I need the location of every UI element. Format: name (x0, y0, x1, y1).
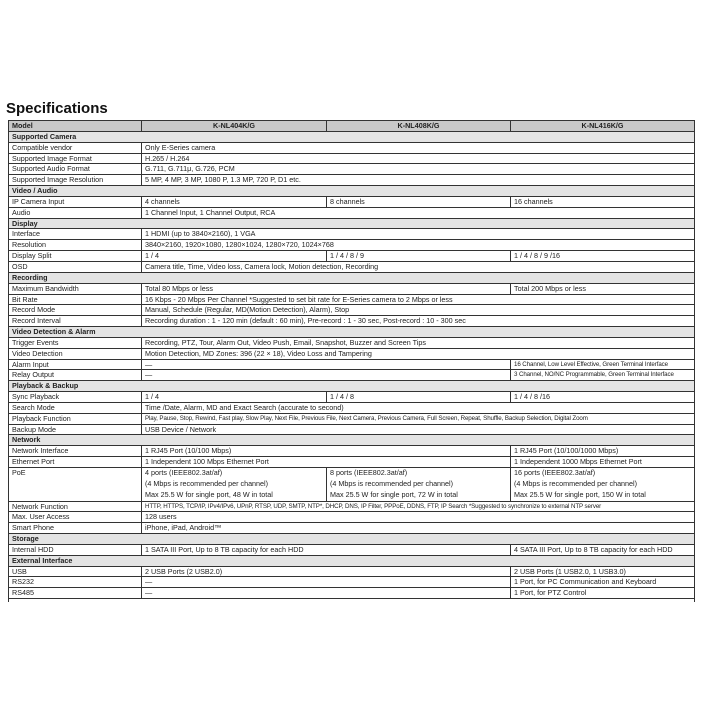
spec-value: 8 channels (327, 196, 511, 207)
section-row (9, 186, 695, 197)
spec-value: 1 / 4 / 8 (327, 392, 511, 403)
table-row (9, 413, 695, 424)
section-row (9, 131, 695, 142)
model-label-header: Model (9, 121, 142, 132)
spec-value: HTTP, HTTPS, TCP/IP, IPv4/IPv6, UPnP, RTSP, UDP, SMTP, NTP*, DHCP, DNS, IP Filter, PPPoE, DDNS, FTP, IP Search *Suggested to synchronize to external NTP server (142, 501, 695, 512)
spec-value-line: Max 25.5 W for single port, 72 W in total (330, 489, 458, 499)
table-row (9, 207, 695, 218)
spec-label: USB (9, 566, 142, 577)
spec-value: 1 Port, for PTZ Control (511, 588, 695, 599)
table-row (9, 251, 695, 262)
table-row (9, 512, 695, 523)
spec-value: Recording, PTZ, Tour, Alarm Out, Video Push, Email, Snapshot, Buzzer and Screen Tips (142, 337, 695, 348)
spec-label: Internal HDD (9, 544, 142, 555)
specifications-table (8, 120, 695, 602)
spec-value: — (142, 359, 511, 370)
spec-value: 1 / 4 / 8 / 9 /16 (511, 251, 695, 262)
spec-value: 16 Kbps - 20 Mbps Per Channel *Suggested to set bit rate for E-Series camera to 2 Mbps or less (142, 294, 695, 305)
spec-label: Bit Rate (9, 294, 142, 305)
spec-value-line: 4 ports (IEEE802.3at/af) (145, 468, 223, 477)
spec-label: RS232 (9, 577, 142, 588)
spec-value: 1 Port, for PC Communication and Keyboard (511, 577, 695, 588)
section-heading: Storage (9, 534, 695, 545)
spec-label: Smart Phone (9, 523, 142, 534)
spec-value: 1 / 4 (142, 251, 327, 262)
spec-value: Recording duration : 1 - 120 min (default : 60 min), Pre-record : 1 - 30 sec, Post-record : 10 - 300 sec (142, 316, 695, 327)
spec-label: Trigger Events (9, 337, 142, 348)
section-row (9, 435, 695, 446)
spec-label: Maximum Bandwidth (9, 283, 142, 294)
spec-label: Supported Audio Format (9, 164, 142, 175)
table-end-cell (9, 599, 695, 603)
spec-value: 1 RJ45 Port (10/100 Mbps) (142, 446, 511, 457)
spec-value: 128 users (142, 512, 695, 523)
spec-label: Sync Playback (9, 392, 142, 403)
spec-value: Motion Detection, MD Zones: 396 (22 × 18), Video Loss and Tampering (142, 348, 695, 359)
table-row (9, 457, 695, 468)
spec-label: Video Detection (9, 348, 142, 359)
spec-value: G.711, G.711μ, G.726, PCM (142, 164, 695, 175)
spec-value (511, 468, 695, 502)
table-row (9, 359, 695, 370)
table-row (9, 468, 695, 502)
spec-label: Record Interval (9, 316, 142, 327)
spec-value: 1 HDMI (up to 3840×2160), 1 VGA (142, 229, 695, 240)
spec-value: Manual, Schedule (Regular, MD(Motion Detection), Alarm), Stop (142, 305, 695, 316)
spec-label: Ethernet Port (9, 457, 142, 468)
spec-value (327, 468, 511, 502)
table-row (9, 544, 695, 555)
spec-value: 4 SATA III Port, Up to 8 TB capacity for each HDD (511, 544, 695, 555)
spec-label: Relay Output (9, 370, 142, 381)
spec-value: iPhone, iPad, Android™ (142, 523, 695, 534)
spec-label: Backup Mode (9, 424, 142, 435)
spec-value: — (142, 577, 511, 588)
section-row (9, 327, 695, 338)
spec-label: IP Camera Input (9, 196, 142, 207)
section-heading: Video Detection & Alarm (9, 327, 695, 338)
section-heading: Playback & Backup (9, 381, 695, 392)
section-row (9, 272, 695, 283)
table-row (9, 316, 695, 327)
table-row (9, 402, 695, 413)
table-row (9, 240, 695, 251)
spec-value: 3840×2160, 1920×1080, 1280×1024, 1280×720, 1024×768 (142, 240, 695, 251)
section-heading: Display (9, 218, 695, 229)
spec-label: Alarm Input (9, 359, 142, 370)
spec-value: 1 / 4 / 8 / 9 (327, 251, 511, 262)
model-header: K-NL404K/G (142, 121, 327, 132)
spec-value: 1 Channel Input, 1 Channel Output, RCA (142, 207, 695, 218)
spec-value-line: (4 Mbps is recommended per channel) (514, 478, 638, 488)
table-row (9, 523, 695, 534)
spec-value: 1 / 4 / 8 /16 (511, 392, 695, 403)
spec-value-line: (4 Mbps is recommended per channel) (145, 478, 269, 488)
spec-value: 16 Channel, Low Level Effective, Green Terminal Interface (511, 359, 695, 370)
table-row (9, 164, 695, 175)
table-row (9, 294, 695, 305)
spec-value: 4 channels (142, 196, 327, 207)
spec-label: Supported Image Resolution (9, 175, 142, 186)
spec-label: OSD (9, 261, 142, 272)
spec-value: Time /Date, Alarm, MD and Exact Search (accurate to second) (142, 402, 695, 413)
spec-label: Network Function (9, 501, 142, 512)
spec-value: Play, Pause, Stop, Rewind, Fast play, Slow Play, Next File, Previous File, Next Camera, Previous Camera, Full Screen, Repeat, Shuffle, Backup Selection, Digital Zoom (142, 413, 695, 424)
table-row (9, 261, 695, 272)
table-row (9, 153, 695, 164)
spec-value-line: Max 25.5 W for single port, 150 W in total (514, 489, 646, 499)
spec-label: Supported Image Format (9, 153, 142, 164)
spec-value: USB Device / Network (142, 424, 695, 435)
spec-value-line: Max 25.5 W for single port, 48 W in total (145, 489, 273, 499)
table-row (9, 566, 695, 577)
section-heading: Recording (9, 272, 695, 283)
spec-value: — (142, 588, 511, 599)
section-heading: External Interface (9, 555, 695, 566)
section-row (9, 555, 695, 566)
spec-value: Only E-Series camera (142, 142, 695, 153)
spec-value: 3 Channel, NO/NC Programmable, Green Terminal Interface (511, 370, 695, 381)
section-heading: Network (9, 435, 695, 446)
spec-value: 1 / 4 (142, 392, 327, 403)
section-row (9, 218, 695, 229)
spec-value: 5 MP, 4 MP, 3 MP, 1080 P, 1.3 MP, 720 P, D1 etc. (142, 175, 695, 186)
table-row (9, 370, 695, 381)
spec-value: Total 80 Mbps or less (142, 283, 511, 294)
table-row (9, 446, 695, 457)
spec-value-line: 8 ports (IEEE802.3at/af) (330, 468, 408, 477)
spec-label: Interface (9, 229, 142, 240)
model-header: K-NL408K/G (327, 121, 511, 132)
table-row (9, 337, 695, 348)
section-heading: Supported Camera (9, 131, 695, 142)
spec-label: PoE (9, 468, 142, 502)
spec-label: Network Interface (9, 446, 142, 457)
spec-label: Search Mode (9, 402, 142, 413)
spec-value: 2 USB Ports (2 USB2.0) (142, 566, 511, 577)
table-row (9, 196, 695, 207)
table-row (9, 392, 695, 403)
spec-value (142, 468, 327, 502)
table-row (9, 175, 695, 186)
section-heading: Video / Audio (9, 186, 695, 197)
table-row (9, 142, 695, 153)
table-row (9, 305, 695, 316)
model-header: K-NL416K/G (511, 121, 695, 132)
spec-value-line: (4 Mbps is recommended per channel) (330, 478, 454, 488)
spec-value: 16 channels (511, 196, 695, 207)
spec-label: Record Mode (9, 305, 142, 316)
table-row (9, 348, 695, 359)
spec-label: Compatible vendor (9, 142, 142, 153)
section-row (9, 534, 695, 545)
table-row (9, 283, 695, 294)
spec-label: Playback Function (9, 413, 142, 424)
table-header-row (9, 121, 695, 132)
spec-value: 1 RJ45 Port (10/100/1000 Mbps) (511, 446, 695, 457)
spec-label: RS485 (9, 588, 142, 599)
spec-value: H.265 / H.264 (142, 153, 695, 164)
spec-value: 1 SATA III Port, Up to 8 TB capacity for each HDD (142, 544, 511, 555)
spec-label: Resolution (9, 240, 142, 251)
spec-label: Max. User Access (9, 512, 142, 523)
table-row (9, 229, 695, 240)
section-row (9, 381, 695, 392)
spec-value-line: 16 ports (IEEE802.3at/af) (514, 468, 596, 477)
spec-value: 1 Independent 1000 Mbps Ethernet Port (511, 457, 695, 468)
spec-label: Audio (9, 207, 142, 218)
spec-value: — (142, 370, 511, 381)
spec-value: 1 Independent 100 Mbps Ethernet Port (142, 457, 511, 468)
table-row (9, 577, 695, 588)
table-row (9, 424, 695, 435)
table-row (9, 501, 695, 512)
page-title: Specifications (6, 100, 108, 117)
spec-value: 2 USB Ports (1 USB2.0, 1 USB3.0) (511, 566, 695, 577)
table-row (9, 588, 695, 599)
table-end-row (9, 599, 695, 603)
spec-value: Camera title, Time, Video loss, Camera lock, Motion detection, Recording (142, 261, 695, 272)
spec-label: Display Split (9, 251, 142, 262)
spec-value: Total 200 Mbps or less (511, 283, 695, 294)
